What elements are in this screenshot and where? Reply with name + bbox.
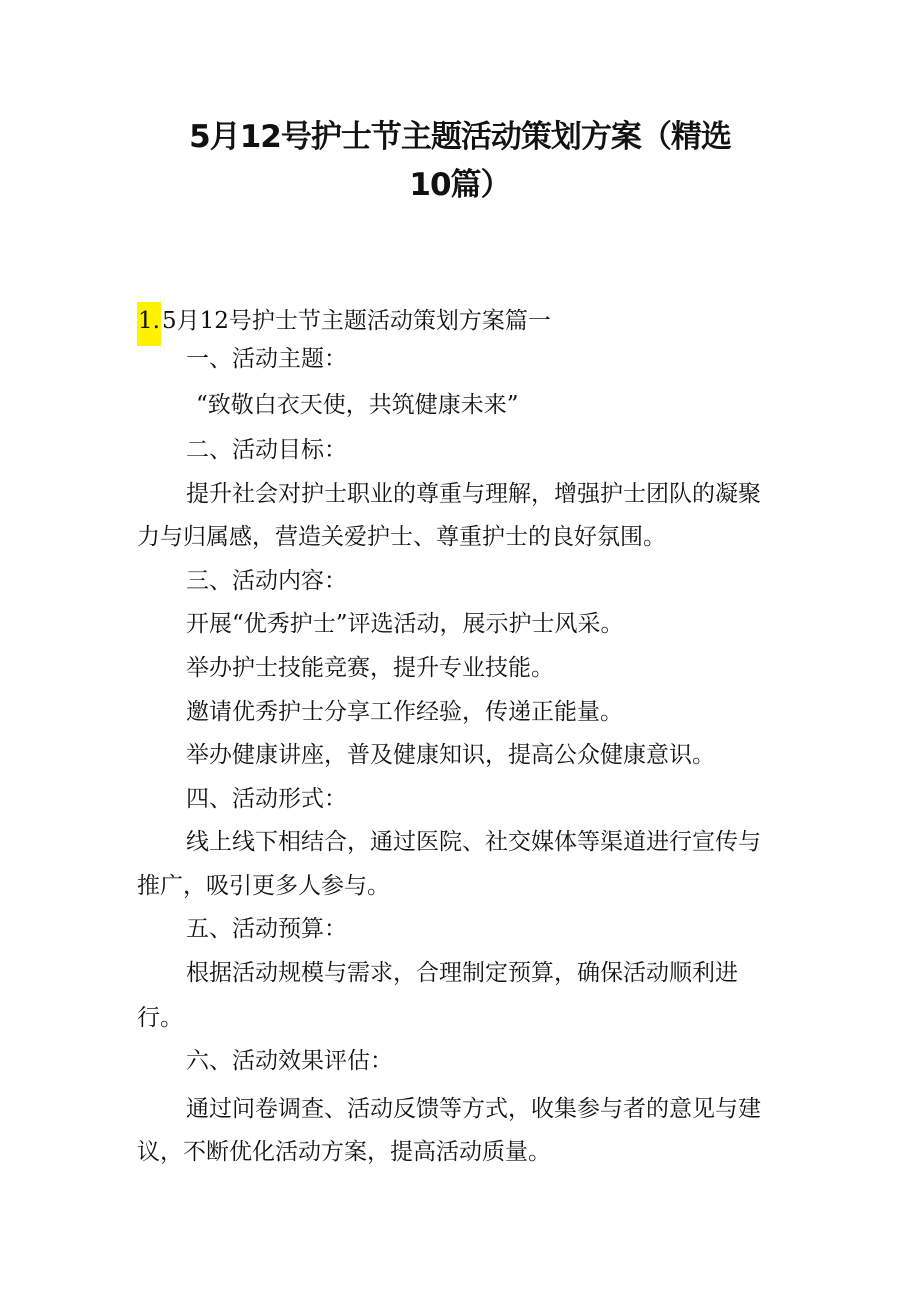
content-item: 邀请优秀护士分享工作经验，传递正能量。 xyxy=(186,699,623,725)
section-heading xyxy=(137,302,551,346)
heading-goals: 二、活动目标： xyxy=(186,437,347,463)
document-title-line-2: 10篇） xyxy=(409,167,511,203)
goals-text-line-2: 力与归属感，营造关爱护士、尊重护士的良好氛围。 xyxy=(137,524,666,550)
heading-format: 四、活动形式： xyxy=(186,786,347,812)
section-heading-text: 5月12号护士节主题活动策划方案篇一 xyxy=(161,308,551,334)
evaluation-text-line-1: 通过问卷调查、活动反馈等方式，收集参与者的意见与建 xyxy=(186,1096,761,1122)
section-number-highlight: 1. xyxy=(137,302,161,346)
heading-content: 三、活动内容： xyxy=(186,568,347,594)
evaluation-text-line-2: 议，不断优化活动方案，提高活动质量。 xyxy=(137,1139,551,1165)
content-item: 举办护士技能竞赛，提升专业技能。 xyxy=(186,655,554,681)
theme-slogan: “致敬白衣天使，共筑健康未来” xyxy=(196,392,519,418)
content-item: 开展“优秀护士”评选活动，展示护士风采。 xyxy=(186,611,624,637)
content-item: 举办健康讲座，普及健康知识，提高公众健康意识。 xyxy=(186,742,715,768)
heading-evaluation: 六、活动效果评估： xyxy=(186,1048,393,1074)
document-title-line-1: 5月12号护士节主题活动策划方案（精选 xyxy=(189,119,731,155)
format-text-line-1: 线上线下相结合，通过医院、社交媒体等渠道进行宣传与 xyxy=(186,829,761,855)
budget-text-line-2: 行。 xyxy=(137,1005,183,1031)
heading-budget: 五、活动预算： xyxy=(186,916,347,942)
goals-text-line-1: 提升社会对护士职业的尊重与理解，增强护士团队的凝聚 xyxy=(186,481,761,507)
format-text-line-2: 推广，吸引更多人参与。 xyxy=(137,873,390,899)
budget-text-line-1: 根据活动规模与需求，合理制定预算，确保活动顺利进 xyxy=(186,960,738,986)
heading-theme: 一、活动主题： xyxy=(186,346,347,372)
